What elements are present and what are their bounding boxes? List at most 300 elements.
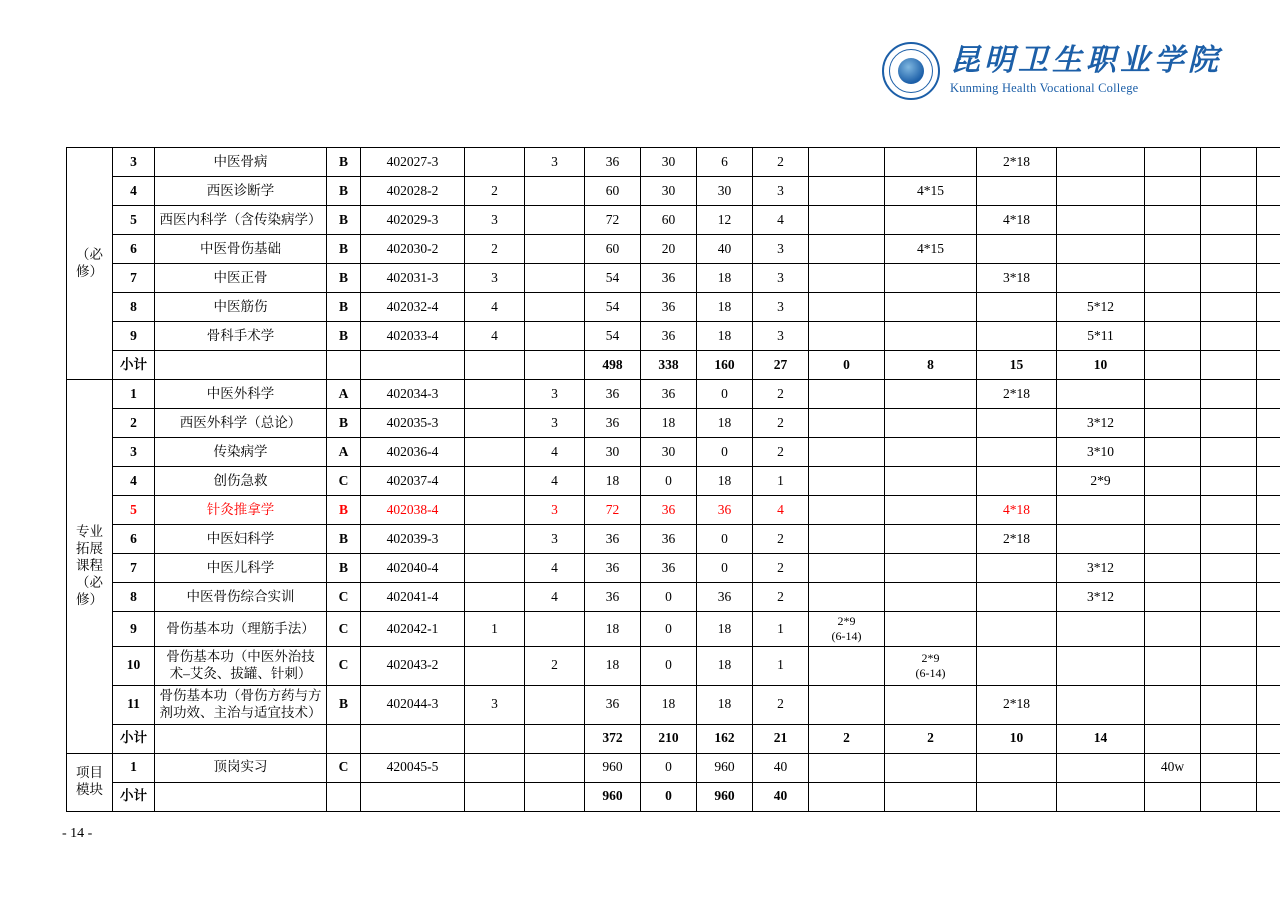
course-value-cell bbox=[1145, 380, 1201, 409]
subtotal-value-cell: 0 bbox=[809, 351, 885, 380]
course-value-cell: 3 bbox=[753, 264, 809, 293]
course-value-cell bbox=[465, 554, 525, 583]
subtotal-value-cell bbox=[1257, 351, 1280, 380]
subtotal-value-cell bbox=[465, 782, 525, 811]
subtotal-value-cell bbox=[1145, 724, 1201, 753]
course-type-cell: C bbox=[327, 612, 361, 647]
subtotal-value-cell bbox=[1257, 782, 1280, 811]
course-code-cell: 402029-3 bbox=[361, 206, 465, 235]
subtotal-value-cell bbox=[465, 724, 525, 753]
course-value-cell: 54 bbox=[585, 322, 641, 351]
course-name-cell: 骨伤基本功（理筋手法） bbox=[155, 612, 327, 647]
course-code-cell: 402028-2 bbox=[361, 177, 465, 206]
course-value-cell: 3*12 bbox=[1057, 583, 1145, 612]
subtotal-value-cell bbox=[1257, 724, 1280, 753]
course-value-cell: 4*18 bbox=[977, 496, 1057, 525]
course-value-cell bbox=[885, 264, 977, 293]
course-value-cell: 18 bbox=[585, 467, 641, 496]
course-value-cell: 0 bbox=[641, 583, 697, 612]
course-value-cell: 0 bbox=[697, 525, 753, 554]
course-name-cell: 中医骨伤综合实训 bbox=[155, 583, 327, 612]
course-code-cell: 402041-4 bbox=[361, 583, 465, 612]
course-value-cell bbox=[809, 148, 885, 177]
course-value-cell: 4 bbox=[525, 467, 585, 496]
course-value-cell bbox=[809, 206, 885, 235]
course-value-cell: 18 bbox=[697, 293, 753, 322]
subtotal-value-cell: 960 bbox=[697, 782, 753, 811]
course-type-cell: B bbox=[327, 264, 361, 293]
course-value-cell bbox=[1145, 583, 1201, 612]
course-name-cell: 骨伤基本功（中医外治技术–艾灸、拔罐、针刺） bbox=[155, 647, 327, 686]
course-value-cell: 3*12 bbox=[1057, 554, 1145, 583]
course-value-cell: 1 bbox=[753, 467, 809, 496]
course-value-cell bbox=[1057, 753, 1145, 782]
table-row bbox=[67, 264, 1280, 293]
course-value-cell: 2*18 bbox=[977, 685, 1057, 724]
course-value-cell bbox=[1057, 148, 1145, 177]
course-type-cell: C bbox=[327, 753, 361, 782]
course-value-cell bbox=[1145, 525, 1201, 554]
course-value-cell bbox=[885, 380, 977, 409]
course-category-cell: 项目模块 bbox=[67, 753, 113, 811]
course-value-cell: 5*12 bbox=[1057, 293, 1145, 322]
course-value-cell: 4 bbox=[525, 583, 585, 612]
course-value-cell bbox=[809, 380, 885, 409]
course-value-cell bbox=[465, 583, 525, 612]
course-value-cell: 4*15 bbox=[885, 235, 977, 264]
course-value-cell bbox=[1257, 753, 1280, 782]
course-value-cell bbox=[1257, 409, 1280, 438]
course-code-cell: 402031-3 bbox=[361, 264, 465, 293]
course-value-cell: 4 bbox=[525, 438, 585, 467]
course-name-cell: 西医内科学（含传染病学） bbox=[155, 206, 327, 235]
course-value-cell: 2*18 bbox=[977, 380, 1057, 409]
table-row bbox=[67, 438, 1280, 467]
course-value-cell: 36 bbox=[585, 685, 641, 724]
course-value-cell: 2 bbox=[465, 177, 525, 206]
subtotal-value-cell bbox=[1201, 351, 1257, 380]
subtotal-value-cell: 0 bbox=[641, 782, 697, 811]
course-value-cell bbox=[465, 380, 525, 409]
table-row bbox=[67, 753, 1280, 782]
course-value-cell bbox=[1057, 380, 1145, 409]
subtotal-value-cell: 8 bbox=[885, 351, 977, 380]
subtotal-value-cell bbox=[1201, 782, 1257, 811]
subtotal-name-cell bbox=[155, 782, 327, 811]
subtotal-value-cell: 21 bbox=[753, 724, 809, 753]
course-type-cell: C bbox=[327, 647, 361, 686]
course-value-cell bbox=[465, 438, 525, 467]
course-value-cell bbox=[1257, 612, 1280, 647]
course-value-cell bbox=[809, 293, 885, 322]
course-value-cell: 40 bbox=[697, 235, 753, 264]
course-value-cell bbox=[525, 753, 585, 782]
table-row bbox=[67, 583, 1280, 612]
course-value-cell bbox=[885, 685, 977, 724]
course-code-cell: 402034-3 bbox=[361, 380, 465, 409]
course-value-cell bbox=[525, 685, 585, 724]
subtotal-value-cell: 15 bbox=[977, 351, 1057, 380]
course-value-cell: 2 bbox=[753, 583, 809, 612]
course-value-cell: 6 bbox=[697, 148, 753, 177]
course-value-cell: 4 bbox=[465, 322, 525, 351]
course-type-cell: C bbox=[327, 583, 361, 612]
course-name-cell: 西医外科学（总论） bbox=[155, 409, 327, 438]
course-value-cell bbox=[809, 438, 885, 467]
course-value-cell bbox=[809, 647, 885, 686]
subtotal-code-cell bbox=[361, 782, 465, 811]
course-value-cell bbox=[1145, 647, 1201, 686]
course-value-cell bbox=[1201, 583, 1257, 612]
course-code-cell: 402037-4 bbox=[361, 467, 465, 496]
course-value-cell bbox=[977, 322, 1057, 351]
course-value-cell bbox=[1257, 148, 1280, 177]
course-name-cell: 中医妇科学 bbox=[155, 525, 327, 554]
course-value-cell bbox=[1057, 177, 1145, 206]
table-row bbox=[67, 177, 1280, 206]
course-value-cell: 60 bbox=[641, 206, 697, 235]
course-value-cell: 30 bbox=[585, 438, 641, 467]
course-value-cell bbox=[977, 235, 1057, 264]
course-value-cell bbox=[1201, 148, 1257, 177]
course-value-cell: 40w bbox=[1145, 753, 1201, 782]
course-type-cell: A bbox=[327, 380, 361, 409]
course-value-cell: 36 bbox=[585, 525, 641, 554]
course-value-cell: 3 bbox=[525, 380, 585, 409]
subtotal-type-cell bbox=[327, 351, 361, 380]
course-value-cell bbox=[465, 409, 525, 438]
course-value-cell: 36 bbox=[585, 380, 641, 409]
course-value-cell: 2*9 (6-14) bbox=[885, 647, 977, 686]
course-value-cell: 18 bbox=[697, 647, 753, 686]
course-value-cell: 4 bbox=[465, 293, 525, 322]
course-value-cell bbox=[977, 409, 1057, 438]
course-category-cell: （必修） bbox=[67, 148, 113, 380]
course-value-cell bbox=[465, 525, 525, 554]
course-value-cell bbox=[1057, 525, 1145, 554]
course-code-cell: 402027-3 bbox=[361, 148, 465, 177]
course-value-cell: 0 bbox=[641, 647, 697, 686]
subtotal-code-cell bbox=[361, 351, 465, 380]
course-type-cell: B bbox=[327, 235, 361, 264]
course-type-cell: B bbox=[327, 177, 361, 206]
college-name-en: Kunming Health Vocational College bbox=[950, 81, 1139, 95]
table-row bbox=[67, 148, 1280, 177]
course-value-cell bbox=[1257, 554, 1280, 583]
row-index-cell: 5 bbox=[113, 206, 155, 235]
course-value-cell: 2*18 bbox=[977, 525, 1057, 554]
course-value-cell bbox=[1201, 525, 1257, 554]
course-value-cell bbox=[885, 206, 977, 235]
course-value-cell: 18 bbox=[697, 685, 753, 724]
course-value-cell bbox=[1257, 177, 1280, 206]
course-value-cell: 60 bbox=[585, 235, 641, 264]
course-value-cell: 4 bbox=[753, 496, 809, 525]
table-row bbox=[67, 235, 1280, 264]
course-value-cell: 2 bbox=[753, 554, 809, 583]
course-value-cell bbox=[809, 235, 885, 264]
course-value-cell bbox=[1257, 380, 1280, 409]
college-logo-text bbox=[950, 42, 1222, 96]
course-value-cell: 36 bbox=[585, 148, 641, 177]
row-index-cell: 9 bbox=[113, 322, 155, 351]
course-name-cell: 中医正骨 bbox=[155, 264, 327, 293]
table-row bbox=[67, 685, 1280, 724]
course-value-cell: 3*18 bbox=[977, 264, 1057, 293]
course-value-cell: 3 bbox=[525, 496, 585, 525]
course-value-cell bbox=[885, 409, 977, 438]
course-value-cell: 54 bbox=[585, 264, 641, 293]
subtotal-row bbox=[67, 724, 1280, 753]
subtotal-label-cell: 小计 bbox=[113, 782, 155, 811]
course-value-cell: 2 bbox=[753, 438, 809, 467]
course-value-cell: 30 bbox=[697, 177, 753, 206]
course-value-cell bbox=[1257, 264, 1280, 293]
course-value-cell bbox=[809, 322, 885, 351]
subtotal-value-cell: 27 bbox=[753, 351, 809, 380]
course-value-cell bbox=[1201, 496, 1257, 525]
course-value-cell bbox=[1145, 554, 1201, 583]
course-value-cell: 2*9 bbox=[1057, 467, 1145, 496]
course-value-cell bbox=[1145, 409, 1201, 438]
subtotal-value-cell: 160 bbox=[697, 351, 753, 380]
course-category-cell: 专业拓展课程（必修） bbox=[67, 380, 113, 754]
table-row bbox=[67, 380, 1280, 409]
course-type-cell: B bbox=[327, 409, 361, 438]
course-value-cell: 960 bbox=[697, 753, 753, 782]
course-value-cell: 0 bbox=[697, 554, 753, 583]
course-value-cell bbox=[1201, 264, 1257, 293]
course-value-cell bbox=[1257, 467, 1280, 496]
subtotal-value-cell: 10 bbox=[977, 724, 1057, 753]
course-value-cell: 72 bbox=[585, 206, 641, 235]
course-value-cell: 36 bbox=[641, 264, 697, 293]
course-value-cell: 60 bbox=[585, 177, 641, 206]
course-code-cell: 402035-3 bbox=[361, 409, 465, 438]
course-value-cell: 36 bbox=[641, 554, 697, 583]
course-value-cell bbox=[1201, 753, 1257, 782]
course-value-cell: 3*10 bbox=[1057, 438, 1145, 467]
course-schedule-table-wrap bbox=[66, 147, 1214, 812]
course-value-cell bbox=[885, 525, 977, 554]
course-value-cell: 3 bbox=[753, 177, 809, 206]
course-value-cell bbox=[525, 235, 585, 264]
course-code-cell: 402038-4 bbox=[361, 496, 465, 525]
course-value-cell bbox=[1201, 293, 1257, 322]
course-value-cell: 3 bbox=[525, 148, 585, 177]
course-value-cell: 1 bbox=[465, 612, 525, 647]
subtotal-row bbox=[67, 782, 1280, 811]
row-index-cell: 7 bbox=[113, 264, 155, 293]
course-value-cell: 2 bbox=[753, 409, 809, 438]
table-row bbox=[67, 293, 1280, 322]
course-value-cell bbox=[1145, 206, 1201, 235]
course-value-cell bbox=[809, 177, 885, 206]
course-value-cell bbox=[1057, 647, 1145, 686]
course-value-cell bbox=[809, 685, 885, 724]
table-row bbox=[67, 496, 1280, 525]
course-value-cell bbox=[1201, 647, 1257, 686]
subtotal-value-cell bbox=[1145, 351, 1201, 380]
course-value-cell bbox=[885, 612, 977, 647]
course-value-cell bbox=[1057, 235, 1145, 264]
subtotal-value-cell bbox=[525, 782, 585, 811]
course-type-cell: B bbox=[327, 554, 361, 583]
course-code-cell: 402032-4 bbox=[361, 293, 465, 322]
course-value-cell bbox=[1257, 685, 1280, 724]
subtotal-label-cell: 小计 bbox=[113, 351, 155, 380]
course-value-cell bbox=[885, 583, 977, 612]
row-index-cell: 3 bbox=[113, 438, 155, 467]
course-name-cell: 中医儿科学 bbox=[155, 554, 327, 583]
course-code-cell: 402042-1 bbox=[361, 612, 465, 647]
course-value-cell: 3 bbox=[465, 685, 525, 724]
course-value-cell bbox=[977, 438, 1057, 467]
course-value-cell: 36 bbox=[641, 380, 697, 409]
course-value-cell bbox=[1145, 322, 1201, 351]
row-index-cell: 6 bbox=[113, 235, 155, 264]
row-index-cell: 7 bbox=[113, 554, 155, 583]
subtotal-code-cell bbox=[361, 724, 465, 753]
subtotal-value-cell: 2 bbox=[809, 724, 885, 753]
course-value-cell: 18 bbox=[697, 322, 753, 351]
course-type-cell: B bbox=[327, 293, 361, 322]
course-value-cell bbox=[1057, 496, 1145, 525]
course-value-cell bbox=[977, 647, 1057, 686]
course-value-cell bbox=[465, 496, 525, 525]
subtotal-value-cell: 338 bbox=[641, 351, 697, 380]
course-value-cell: 3 bbox=[753, 235, 809, 264]
course-code-cell: 402040-4 bbox=[361, 554, 465, 583]
course-value-cell bbox=[1201, 235, 1257, 264]
course-value-cell: 3 bbox=[465, 206, 525, 235]
course-value-cell: 3 bbox=[753, 293, 809, 322]
course-value-cell bbox=[885, 293, 977, 322]
course-value-cell bbox=[1257, 438, 1280, 467]
course-value-cell bbox=[525, 293, 585, 322]
course-value-cell: 36 bbox=[641, 525, 697, 554]
course-value-cell bbox=[977, 554, 1057, 583]
course-value-cell: 2 bbox=[525, 647, 585, 686]
table-row bbox=[67, 409, 1280, 438]
course-value-cell bbox=[885, 322, 977, 351]
course-value-cell bbox=[1201, 467, 1257, 496]
course-value-cell bbox=[1145, 235, 1201, 264]
course-value-cell: 3 bbox=[753, 322, 809, 351]
course-value-cell: 18 bbox=[585, 647, 641, 686]
course-type-cell: B bbox=[327, 496, 361, 525]
course-value-cell bbox=[1201, 380, 1257, 409]
course-schedule-table bbox=[66, 147, 1280, 812]
course-value-cell bbox=[809, 583, 885, 612]
course-value-cell bbox=[525, 177, 585, 206]
subtotal-value-cell bbox=[885, 782, 977, 811]
course-name-cell: 中医外科学 bbox=[155, 380, 327, 409]
subtotal-value-cell bbox=[525, 351, 585, 380]
table-row bbox=[67, 206, 1280, 235]
course-value-cell bbox=[809, 525, 885, 554]
course-value-cell bbox=[525, 612, 585, 647]
course-value-cell: 3*12 bbox=[1057, 409, 1145, 438]
subtotal-value-cell: 960 bbox=[585, 782, 641, 811]
subtotal-label-cell: 小计 bbox=[113, 724, 155, 753]
table-row bbox=[67, 612, 1280, 647]
course-name-cell: 顶岗实习 bbox=[155, 753, 327, 782]
course-value-cell bbox=[465, 647, 525, 686]
course-name-cell: 西医诊断学 bbox=[155, 177, 327, 206]
course-value-cell bbox=[885, 467, 977, 496]
course-value-cell bbox=[809, 467, 885, 496]
course-name-cell: 中医骨伤基础 bbox=[155, 235, 327, 264]
course-value-cell bbox=[1145, 612, 1201, 647]
subtotal-value-cell bbox=[1145, 782, 1201, 811]
course-value-cell: 54 bbox=[585, 293, 641, 322]
course-code-cell: 402036-4 bbox=[361, 438, 465, 467]
subtotal-value-cell bbox=[1057, 782, 1145, 811]
course-value-cell: 2 bbox=[753, 380, 809, 409]
course-value-cell bbox=[885, 753, 977, 782]
course-value-cell bbox=[465, 753, 525, 782]
course-value-cell: 960 bbox=[585, 753, 641, 782]
course-value-cell: 3 bbox=[525, 409, 585, 438]
course-value-cell bbox=[1257, 322, 1280, 351]
course-value-cell bbox=[1057, 685, 1145, 724]
course-value-cell bbox=[1257, 647, 1280, 686]
course-value-cell: 20 bbox=[641, 235, 697, 264]
subtotal-type-cell bbox=[327, 782, 361, 811]
course-name-cell: 骨科手术学 bbox=[155, 322, 327, 351]
course-value-cell bbox=[1257, 496, 1280, 525]
course-value-cell bbox=[465, 467, 525, 496]
course-value-cell: 5*11 bbox=[1057, 322, 1145, 351]
subtotal-name-cell bbox=[155, 351, 327, 380]
course-value-cell bbox=[977, 293, 1057, 322]
course-code-cell: 402039-3 bbox=[361, 525, 465, 554]
course-value-cell bbox=[1057, 264, 1145, 293]
course-value-cell bbox=[1201, 685, 1257, 724]
page-number: - 14 - bbox=[62, 826, 93, 841]
course-value-cell bbox=[1057, 206, 1145, 235]
course-value-cell bbox=[809, 409, 885, 438]
course-value-cell bbox=[977, 612, 1057, 647]
course-code-cell: 402033-4 bbox=[361, 322, 465, 351]
course-value-cell: 12 bbox=[697, 206, 753, 235]
subtotal-value-cell: 162 bbox=[697, 724, 753, 753]
course-value-cell bbox=[977, 753, 1057, 782]
course-value-cell bbox=[1257, 525, 1280, 554]
course-value-cell: 36 bbox=[697, 583, 753, 612]
table-row bbox=[67, 647, 1280, 686]
course-value-cell: 36 bbox=[641, 293, 697, 322]
course-value-cell bbox=[1145, 177, 1201, 206]
row-index-cell: 1 bbox=[113, 753, 155, 782]
course-value-cell: 30 bbox=[641, 438, 697, 467]
course-value-cell: 18 bbox=[641, 409, 697, 438]
course-value-cell: 18 bbox=[697, 264, 753, 293]
course-value-cell bbox=[525, 322, 585, 351]
course-value-cell: 40 bbox=[753, 753, 809, 782]
course-value-cell bbox=[1145, 293, 1201, 322]
course-value-cell: 3 bbox=[525, 525, 585, 554]
course-name-cell: 中医筋伤 bbox=[155, 293, 327, 322]
course-type-cell: B bbox=[327, 525, 361, 554]
row-index-cell: 8 bbox=[113, 583, 155, 612]
course-value-cell: 18 bbox=[641, 685, 697, 724]
row-index-cell: 3 bbox=[113, 148, 155, 177]
college-logo bbox=[882, 42, 1222, 100]
row-index-cell: 4 bbox=[113, 177, 155, 206]
subtotal-value-cell: 210 bbox=[641, 724, 697, 753]
